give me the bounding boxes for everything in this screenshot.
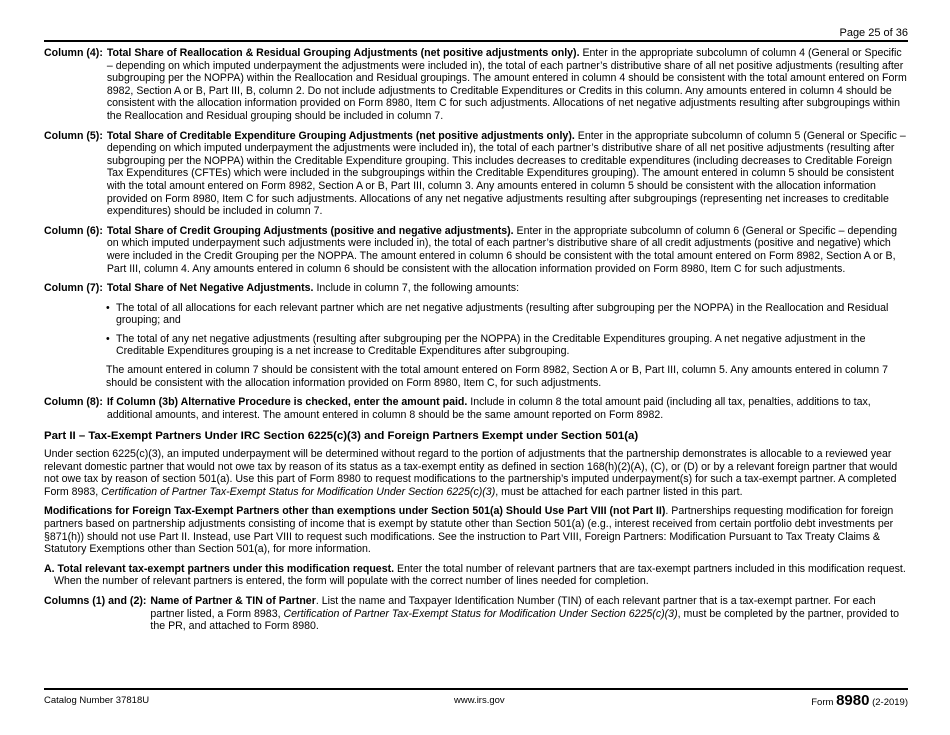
column-4-instruction [44,47,908,123]
column-7-note: The amount entered in column 7 should be consistent with the total amount entered on Form 8982, Section A or B, Part III, column 5. Any amounts entered in column 7 should be consistent with the allocation information provided on Form 8980, Item C, for such adjustments. [106,364,889,389]
foreign-partners-note: Modifications for Foreign Tax-Exempt Partners other than exemptions under Section 501(a) Should Use Part VIII (not Part II). Partnerships requesting modification for foreign partners based on partnership adjustments consisting of income that is exempt by statute other than Section 501(a) (e.g., interest received from certain portfolio debt investments per §871(h)) should not use Part II. Instead, use Part VIII to request such modifications. See the instruction to Part VIII, Foreign Partners: Modification Pursuant to Tax Treaty Claims & Statutory Exemptions other than Section 501(a), for more information. [44,505,894,556]
column-6-title: Total Share of Credit Grouping Adjustments (positive and negative adjustments). [106,224,514,237]
form-number: 8980 [836,692,870,709]
item-a-instruction: A. Total relevant tax-exempt partners under this modification request. Enter the total number of relevant partners that are tax-exempt partners included in this modification request. When the number of relevant partners is entered, the form will populate with the correct number of lines needed for completion. [44,562,906,588]
column-8-instruction [44,396,908,421]
column-5-label: Column (5): [44,129,103,142]
column-7-text: Include in column 7, the following amounts: [316,282,520,295]
part-2-intro: Under section 6225(c)(3), an imputed underpayment will be determined without regard to the portion of adjustments that the partnership demonstrates is allocable to a reviewed year relevant domestic partner that would not owe tax by reason of its status as a tax-exempt entity as defined in section 168(h)(2)(A), (C), or (D) or by a relevant foreign partner that would not owe tax by reason of section 501(a). Use this part of Form 8980 to request modifications to the partnership’s imputed underpayment(s) for such a tax-exempt partner. A completed Form 8983, Certification of Partner Tax-Exempt Status for Modification Under Section 6225(c)(3), must be attached for each partner listed in this part. [44,448,898,498]
website-link[interactable]: www.irs.gov [454,695,505,706]
column-7-title: Total Share of Net Negative Adjustments. [106,282,314,295]
column-8-text: Include in column 8 the total amount paid (including all tax, penalties, additions to tax, additional amounts, and interest. The amount entered in column 8 should be the same amount reported on Form 8982. [106,396,871,421]
catalog-number: Catalog Number 37818U [44,695,150,706]
page-number: Page 25 of 36 [839,27,908,39]
column-6-instruction [44,225,908,275]
column-5-instruction [44,130,908,218]
column-6-label: Column (6): [44,224,103,237]
instructions-body [44,47,908,640]
column-7-bullet-list [106,302,908,358]
form-8983-title: Certification of Partner Tax-Exempt Status for Modification Under Section 6225(c)(3) [283,607,678,620]
item-a-title: A. Total relevant tax-exempt partners under this modification request. [44,562,395,575]
header-rule [44,40,908,42]
column-7-label: Column (7): [44,282,103,295]
form-id: Form 8980 (2-2019) [811,692,908,709]
form-revision: (2-2019) [872,697,908,708]
column-4-text: Enter in the appropriate subcolumn of column 4 (General or Specific – depending on which imputed underpayment the adjustments were included in), the total of each partner’s distributive share of all net positive adjustments (resulting after subgrouping per the NOPPA) within the Reallocation and Residual groupings. The amount entered in column 4 should be consistent with the total amount entered on Form 8982, Section A or B, Part III, B, column 2. Do not include adjustments to Creditable Expenditures or Credits in this column. Any amounts entered in column 4 should be consistent with the allocation information provided on Form 8980, Item C for such adjustments. Allocations of net negative adjustments resulting after subgroupings within the Reallocation and Residual grouping should be included in column 7. [106,47,907,122]
part-2-heading: Part II – Tax-Exempt Partners Under IRC Section 6225(c)(3) and Foreign Partners Exempt under Section 501(a) [44,430,639,443]
column-5-text: Enter in the appropriate subcolumn of column 5 (General or Specific – depending on which imputed underpayment the adjustments were included in), the total of each partner’s distributive share of all net positive adjustments (resulting after subgrouping per the NOPPA) within the Creditable Expenditure grouping. This includes decreases to creditable expenditures (including decreases to Creditable Foreign Tax Expenditures (CFTEs) which were included in the subgroupings within the Creditable Expenditures grouping). The amount entered in column 5 should be consistent with the total amount entered on Form 8982, Section A or B, Part III, column 3. Any amounts entered in column 5 should be consistent with the allocation information provided on Form 8980, Item C for such adjustments. Allocations of any net negative adjustments resulting after subgroupings (representing net increases to creditable expenditures) should be included in column 7. [106,129,906,218]
column-7-instruction [44,282,908,295]
footer-rule [44,688,908,690]
columns-1-2-title: Name of Partner & TIN of Partner [150,594,316,607]
column-4-label: Column (4): [44,47,103,59]
column-8-title: If Column (3b) Alternative Procedure is checked, enter the amount paid. [106,396,468,409]
column-8-label: Column (8): [44,396,103,409]
foreign-partners-title: Modifications for Foreign Tax-Exempt Partners other than exemptions under Section 501(a) Should Use Part VIII (not Part II) [44,505,666,518]
form-8983-title: Certification of Partner Tax-Exempt Status for Modification Under Section 6225(c)(3) [101,485,496,498]
columns-1-2-instruction: Columns (1) and (2): Name of Partner & TIN of Partner. List the name and Taxpayer Identification Number (TIN) of each relevant partner that is a tax-exempt partner. For each partner listed, a Form 8983, Certification of Partner Tax-Exempt Status for Modification Under Section 6225(c)(3), must be completed by the partner, provided to the PR, and attached to Form 8980. [44,594,900,633]
columns-1-2-label: Columns (1) and (2): [44,594,147,607]
column-5-title: Total Share of Creditable Expenditure Grouping Adjustments (net positive adjustments only). [106,129,575,142]
column-7-bullet: • The total of any net negative adjustments (resulting after subgrouping per the NOPPA) in the Creditable Expenditures grouping. A net negative adjustment in the Creditable Expenditures grouping is a net increase to Creditable Expenditures after subgrouping. [106,333,908,358]
column-7-bullet: • The total of all allocations for each relevant partner which are net negative adjustments (resulting after subgrouping per the NOPPA) in the Reallocation and Residual grouping; and [106,302,908,327]
column-4-title: Total Share of Reallocation & Residual Grouping Adjustments (net positive adjustments only). [106,47,580,59]
column-6-text: Enter in the appropriate subcolumn of column 6 (General or Specific – depending on which imputed underpayment such adjustments were included in), the total of each partner’s distributive share of all credit adjustments (positive and negative) which were included in the Credit Grouping per the NOPPA. The amount entered in column 6 should be consistent with the total amount entered on Form 8982, Section A or B, Part III, column 4. Any amounts entered in column 6 should be consistent with the allocation information provided on Form 8980, Item C for such adjustments. [106,224,897,275]
